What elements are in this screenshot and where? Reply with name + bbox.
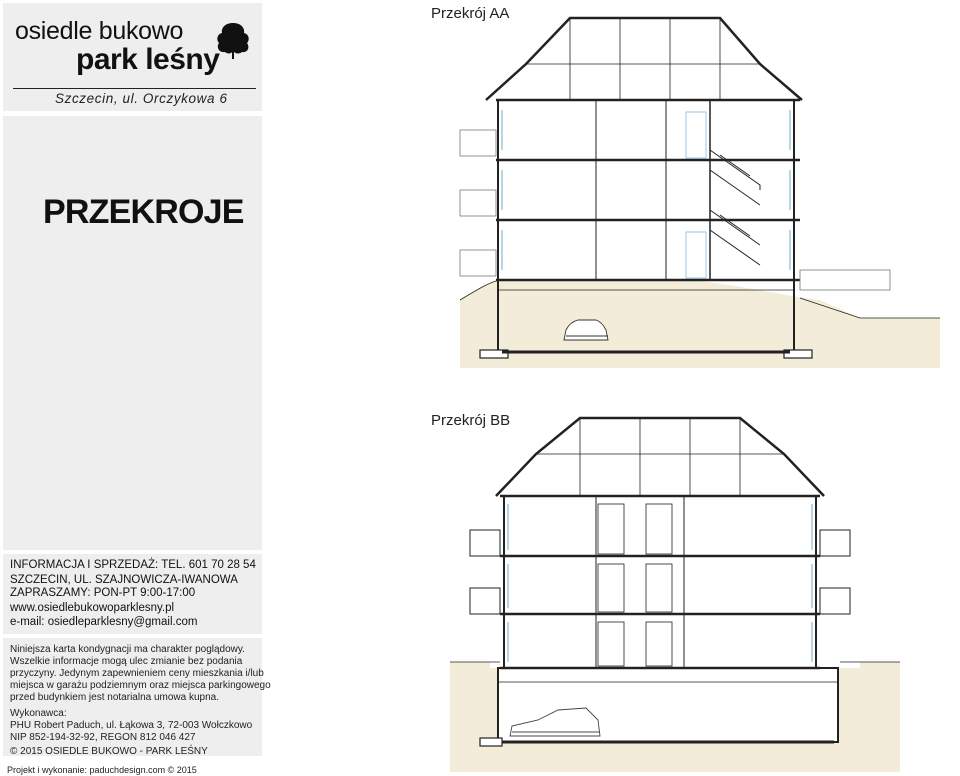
note-line: Niniejsza karta kondygnacji ma charakter poglądowy. <box>10 644 245 655</box>
contractor-label: Wykonawca: <box>10 708 67 719</box>
note-line: Wszelkie informacje mogą ulec zmianie bez podania <box>10 656 243 667</box>
tree-icon <box>215 21 251 61</box>
logo-subtitle: Szczecin, ul. Orczykowa 6 <box>55 91 228 106</box>
logo-divider <box>13 88 256 89</box>
contact-address: SZCZECIN, UL. SZAJNOWICZA-IWANOWA <box>10 574 238 586</box>
contact-hours: ZAPRASZAMY: PON-PT 9:00-17:00 <box>10 587 196 599</box>
page-title: PRZEKROJE <box>43 193 244 231</box>
contact-website[interactable]: www.osiedlebukowoparklesny.pl <box>10 602 175 614</box>
floors-bb <box>500 496 820 668</box>
windows-bb <box>508 504 812 662</box>
contact-phone: INFORMACJA I SPRZEDAŻ: TEL. 601 70 28 54 <box>10 559 256 571</box>
section-bb-label: Przekrój BB <box>431 412 511 429</box>
contractor-line: NIP 852-194-32-92, REGON 812 046 427 <box>10 732 196 743</box>
stairs-aa <box>710 150 760 265</box>
contractor-line: PHU Robert Paduch, ul. Łąkowa 3, 72-003 Wołczkowo <box>10 720 253 731</box>
balconies-bb <box>470 530 850 614</box>
section-bb-drawing <box>440 400 940 776</box>
title-panel <box>3 116 262 550</box>
doors-bb <box>598 504 672 666</box>
doors-aa <box>686 112 706 278</box>
logo-panel <box>3 3 262 111</box>
notes-panel <box>3 638 271 757</box>
section-aa-label: Przekrój AA <box>431 5 510 22</box>
credit: Projekt i wykonanie: paduchdesign.com © 2015 <box>7 765 197 775</box>
ground-aa <box>460 280 940 368</box>
note-line: przyczyny. Jedynym zapewnieniem ceny mieszkania i/lub <box>10 668 264 679</box>
roof-aa <box>486 18 802 100</box>
contact-email[interactable]: e-mail: osiedleparklesny@gmail.com <box>10 616 198 628</box>
sidebar <box>0 0 271 776</box>
copyright: © 2015 OSIEDLE BUKOWO - PARK LEŚNY <box>10 746 208 757</box>
floors-aa <box>496 100 800 280</box>
logo-line1: osiedle bukowo <box>15 17 184 45</box>
logo-line2: park leśny <box>76 43 220 76</box>
balconies-aa <box>460 130 890 290</box>
contact-panel <box>3 554 262 634</box>
section-aa-drawing <box>420 0 940 380</box>
windows-aa <box>502 110 790 270</box>
note-line: miejsca w garażu podziemnym oraz miejsca parkingowego <box>10 680 271 691</box>
note-line: przed budynkiem jest notarialna umowa kupna. <box>10 692 220 703</box>
roof-bb <box>496 418 824 496</box>
